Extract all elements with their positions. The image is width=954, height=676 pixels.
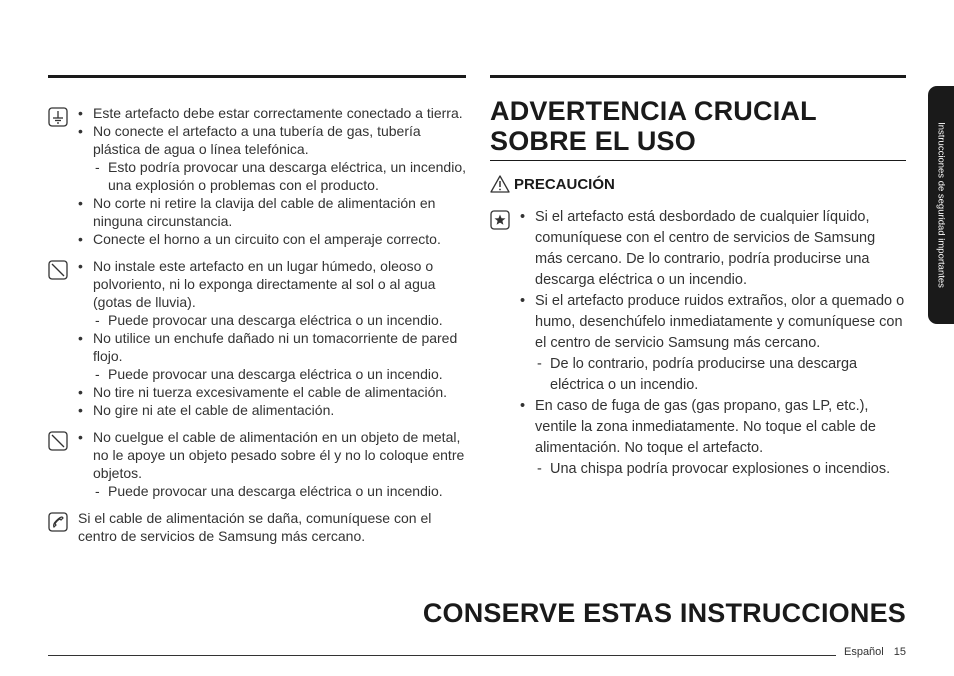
sub-item: - De lo contrario, podría producirse una descarga eléctrica o un incendio. [535,354,906,396]
list-item: • No utilice un enchufe dañado ni un tomacorriente de pared flojo. - Puede provocar una descarga eléctrica o un incendio. [78,329,466,383]
side-tab [928,86,954,324]
humidity-block [48,257,466,419]
side-tab-label: Instrucciones de seguridad importantes [935,122,947,288]
service-text: Si el cable de alimentación se daña, comuníquese con el centro de servicios de Samsung más cercano. [78,510,432,544]
prohibited-icon [48,431,68,451]
precaution-block [490,207,906,480]
grounding-block [48,104,466,248]
ground-icon [48,107,68,127]
footer [844,646,906,658]
cable-block [48,428,466,500]
list-item: • Este artefacto debe estar correctamente conectado a tierra. [78,104,466,122]
caution-label: PRECAUCIÓN [514,175,615,193]
left-column [48,104,466,552]
list-item: • No conecte el artefacto a una tubería de gas, tubería plástica de agua o línea telefónica. - Esto podría provocar una descarga eléctrica, un incendio, una explosión o problemas con el producto. [78,122,466,194]
list-item: • Si el artefacto produce ruidos extraños, olor a quemado o humo, desenchúfelo inmediatamente y comuníquese con el centro de servicio Samsung más cercano. - De lo contrario, podría producirse una descarga eléctrica o un incendio. [520,291,906,396]
list-item: • Si el artefacto está desbordado de cualquier líquido, comuníquese con el centro de servicios de Samsung más cercano. De lo contrario, podría producirse una descarga eléctrica o un incendio. [520,207,906,291]
warning-icon [490,175,510,193]
left-top-rule [48,75,466,78]
list-item: • No tire ni tuerza excesivamente el cable de alimentación. [78,383,466,401]
footer-rule [48,655,836,656]
list-item: • En caso de fuga de gas (gas propano, gas LP, etc.), ventile la zona inmediatamente. No toque el cable de alimentación. No toque el artefacto. - Una chispa podría provocar explosiones o incendios. [520,396,906,480]
sub-item: - Esto podría provocar una descarga eléctrica, un incendio, una explosión o problemas con el producto. [93,158,466,194]
prohibited-icon [48,260,68,280]
footer-language: Español [843,646,884,658]
sub-item: - Puede provocar una descarga eléctrica o un incendio. [93,365,466,383]
right-top-rule [490,75,906,78]
right-column [490,96,906,487]
caution-heading [490,175,906,193]
list-item: • No gire ni ate el cable de alimentación. [78,401,466,419]
list-item: • Conecte el horno a un circuito con el amperaje correcto. [78,230,466,248]
list-item: • No instale este artefacto en un lugar húmedo, oleoso o polvoriento, ni lo exponga directamente al sol o al agua (gotas de lluvia). - Puede provocar una descarga eléctrica o un incendio. [78,257,466,329]
phone-icon [48,512,68,532]
section-title: ADVERTENCIA CRUCIAL SOBRE EL USO [490,96,906,161]
sub-item: - Puede provocar una descarga eléctrica o un incendio. [93,311,466,329]
sub-item: - Una chispa podría provocar explosiones o incendios. [535,459,906,480]
conserve-title: CONSERVE ESTAS INSTRUCCIONES [422,598,906,628]
page-number: 15 [893,646,906,658]
service-block [48,509,466,545]
list-item: • No cuelgue el cable de alimentación en un objeto de metal, no le apoye un objeto pesado sobre él y no lo coloque entre objetos. - Puede provocar una descarga eléctrica o un incendio. [78,428,466,500]
star-icon [490,210,510,230]
list-item: • No corte ni retire la clavija del cable de alimentación en ninguna circunstancia. [78,194,466,230]
sub-item: - Puede provocar una descarga eléctrica o un incendio. [93,482,466,500]
